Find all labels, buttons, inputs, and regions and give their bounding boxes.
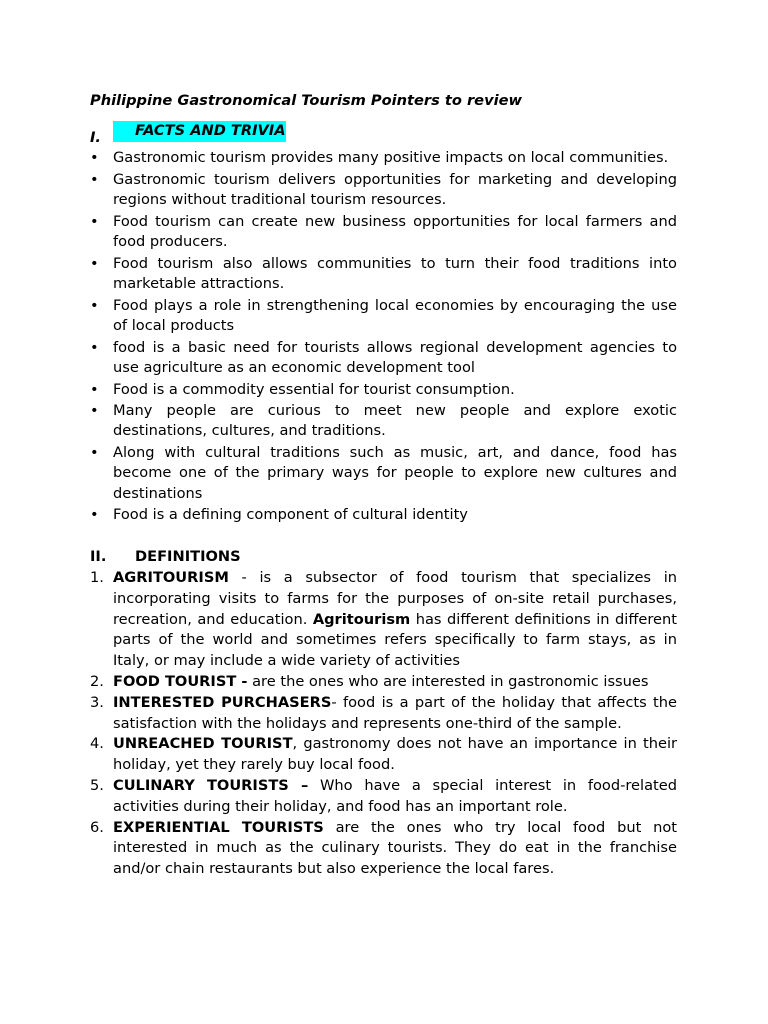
definition-text: are the ones who try local food but not interested in much as the culinary tourists. They do eat in the franchise and/or chain restaurants but also experience the local fares. xyxy=(113,818,677,878)
definition-term: FOOD TOURIST - xyxy=(113,673,248,691)
definition-text: - is a subsector of food tourism that specializes in incorporating visits to farms for the purposes of on-site retail purchases, recreation, and education. xyxy=(113,569,677,628)
definition-term: UNREACHED TOURIST xyxy=(113,735,293,753)
bullet-icon: • xyxy=(90,380,99,398)
list-item: • Food is a commodity essential for tourist consumption. xyxy=(90,380,677,401)
definition-number: 4. xyxy=(90,735,104,753)
definition-item xyxy=(90,672,677,693)
bullet-icon: • xyxy=(90,254,99,272)
definition-term: EXPERIENTIAL TOURISTS xyxy=(113,818,324,836)
list-item: • Gastronomic tourism delivers opportunities for marketing and developing regions without traditional tourism resources. xyxy=(90,170,677,209)
document-body xyxy=(90,91,677,880)
bullet-icon: • xyxy=(90,149,99,167)
list-item: • Gastronomic tourism provides many positive impacts on local communities. xyxy=(90,148,677,169)
list-item: • Food is a defining component of cultural identity xyxy=(90,505,677,526)
definition-text: - food is a part of the holiday that affects the satisfaction with the holidays and represents one-third of the sample. xyxy=(113,693,677,732)
section-1-title: FACTS AND TRIVIA xyxy=(135,121,286,142)
section-2-heading xyxy=(90,547,677,568)
section-1-number: I. xyxy=(90,128,101,146)
list-item: • Food tourism can create new business opportunities for local farmers and food producers. xyxy=(90,212,677,251)
definition-text: Who have a special interest in food-related activities during their holiday, and food has an important role. xyxy=(113,777,677,815)
list-item: • Food tourism also allows communities to turn their food traditions into marketable attractions. xyxy=(90,254,677,293)
definition-term: CULINARY TOURISTS – xyxy=(113,777,309,795)
section-1-heading xyxy=(90,121,677,149)
list-item: • Along with cultural traditions such as music, art, and dance, food has become one of the primary ways for people to explore new cultures and destinations xyxy=(90,443,677,503)
definition-number: 2. xyxy=(90,673,104,691)
definition-text-continued: has different definitions in different parts of the world and sometimes refers specifically to farm stays, as in Italy, or may include a wide variety of activities xyxy=(113,610,677,670)
bullet-icon: • xyxy=(90,296,99,314)
definition-item xyxy=(90,568,677,672)
section-2-number: II. xyxy=(90,548,107,566)
definition-term: INTERESTED PURCHASERS xyxy=(113,693,332,711)
definition-item xyxy=(90,734,677,776)
definition-number: 5. xyxy=(90,777,104,795)
bullet-icon: • xyxy=(90,338,99,356)
definition-term-inline: Agritourism xyxy=(312,610,411,628)
bullet-icon: • xyxy=(90,506,99,524)
definition-number: 6. xyxy=(90,818,104,836)
bullet-icon: • xyxy=(90,212,99,230)
facts-list xyxy=(90,148,677,526)
list-item: • Many people are curious to meet new people and explore exotic destinations, cultures, and traditions. xyxy=(90,401,677,440)
highlight-gap xyxy=(113,121,135,142)
list-item: • Food plays a role in strengthening local economies by encouraging the use of local products xyxy=(90,296,677,335)
definition-item xyxy=(90,693,677,735)
document-title: Philippine Gastronomical Tourism Pointers to review xyxy=(90,92,522,109)
definition-term: AGRITOURISM xyxy=(113,569,229,587)
definition-number: 3. xyxy=(90,693,104,711)
definition-text: , gastronomy does not have an importance in their holiday, yet they rarely buy local food. xyxy=(113,735,677,774)
list-item: • food is a basic need for tourists allows regional development agencies to use agriculture as an economic development tool xyxy=(90,338,677,377)
section-2-title: DEFINITIONS xyxy=(135,548,241,566)
bullet-icon: • xyxy=(90,170,99,188)
section-spacer xyxy=(90,526,677,547)
bullet-icon: • xyxy=(90,401,99,419)
bullet-icon: • xyxy=(90,443,99,461)
definition-item xyxy=(90,776,677,818)
definitions-list xyxy=(90,568,677,880)
definition-item xyxy=(90,818,677,880)
definition-text: are the ones who are interested in gastronomic issues xyxy=(247,673,649,691)
section-1-highlight xyxy=(113,121,286,142)
definition-number: 1. xyxy=(90,569,104,587)
